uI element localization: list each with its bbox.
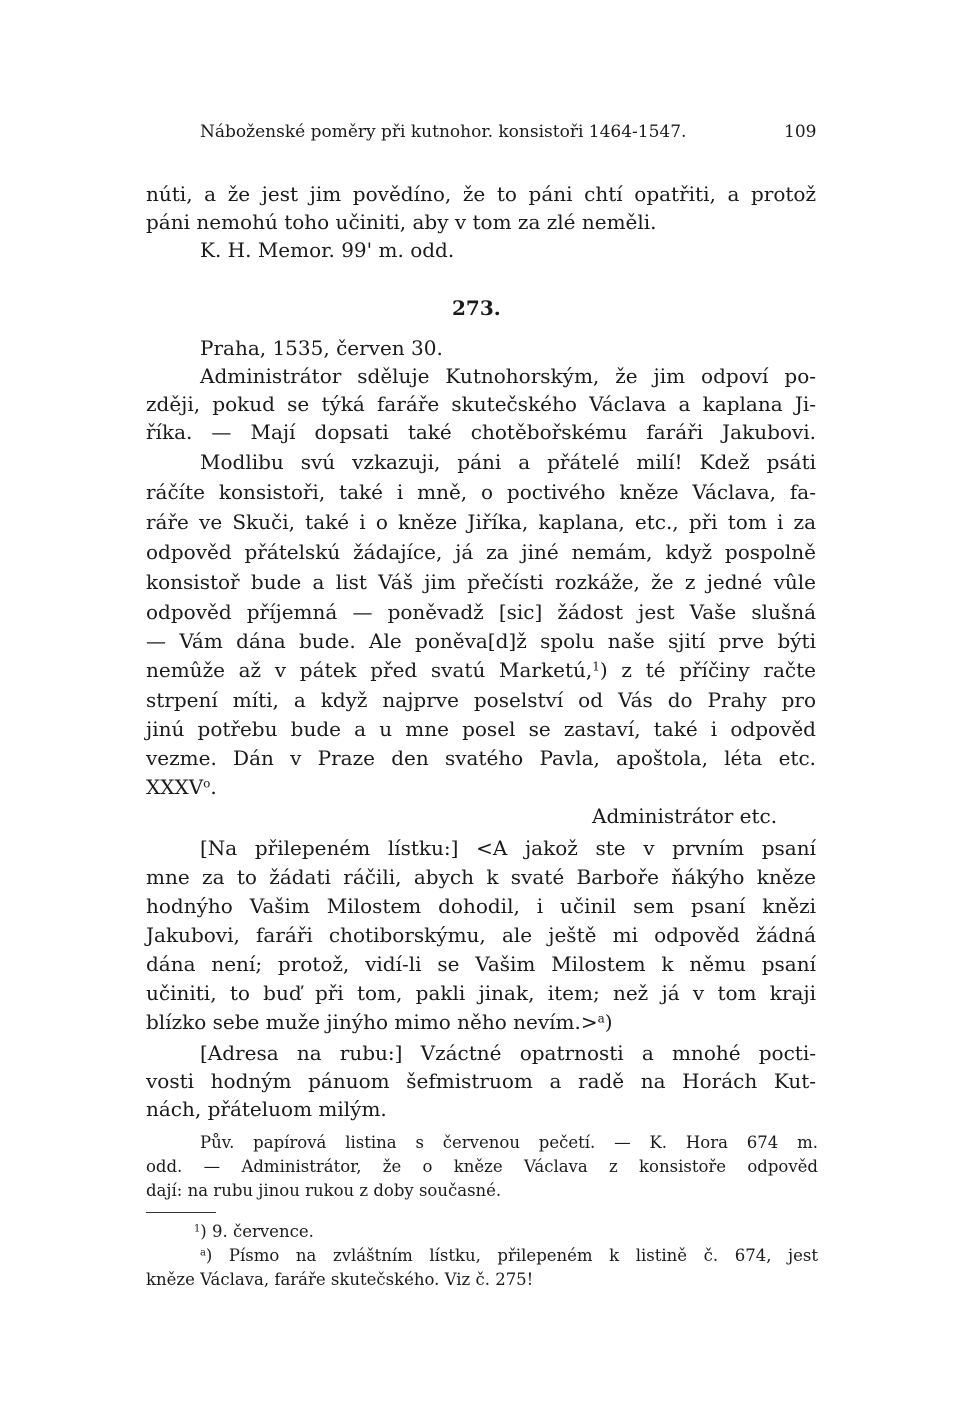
letter-text-line: strpení míti, a když najprve poselství od Vás do Prahy pro	[146, 688, 816, 712]
letter-text-line: odpověd příjemná — poněvadž [sic] žádost jest Vaše slušná	[146, 600, 816, 624]
archival-reference: K. H. Memor. 99' m. odd.	[200, 238, 455, 262]
summary-line: říka. — Mají dopsati také chotěbořskému faráři Jakubovi.	[146, 420, 816, 444]
address-line: [Adresa na rubu:] Vzáctné opatrnosti a mnohé pocti-	[200, 1041, 816, 1065]
prev-text-line: núti, a že jest jim povědíno, že to páni chtí opatřiti, a protož	[146, 182, 816, 206]
summary-line: zději, pokud se týká faráře skutečského Václava a kaplana Ji-	[146, 392, 816, 416]
slip-text-line: dána není; protož, vidí-li se Vašim Milostem k němu psaní	[146, 952, 816, 976]
running-title: Náboženské poměry při kutnohor. konsistoři 1464-1547.	[200, 122, 687, 142]
year-text: XXXV	[146, 775, 204, 799]
letter-text-line: jinú potřebu bude a u mne posel se zastaví, také i odpověd	[146, 717, 816, 741]
letter-text-line: konsistoř bude a list Váš jim přečísti rozkáže, že z jedné vûle	[146, 570, 816, 594]
slip-text-line: Jakubovi, faráři chotiborskýmu, ale ještě mi odpověd žádná	[146, 923, 816, 947]
letter-text-line: odpověd přátelskú žádajíce, já za jiné nemám, když pospolně	[146, 540, 816, 564]
letter-text-line: vezme. Dán v Praze den svatého Pavla, apoštola, léta etc.	[146, 746, 816, 770]
footnote-ref: a	[597, 1011, 605, 1026]
slip-text-line: [Na přilepeném lístku:] <A jakož ste v prvním psaní	[200, 836, 816, 860]
signature: Administrátor etc.	[592, 804, 778, 828]
letter-text-line: ráře ve Skuči, také i o kněze Jiříka, kaplana, etc., při tom i za	[146, 510, 816, 534]
footnote-1	[194, 1222, 314, 1242]
letter-text-line: Modlibu svú vzkazuji, páni a přátelé milí! Kdež psáti	[200, 450, 816, 474]
letter-text-line: ráčíte konsistoři, také i mně, o poctivého kněze Václava, fa-	[146, 480, 816, 504]
address-line: nách, přáteluom milým.	[146, 1097, 387, 1121]
letter-text: ) z té příčiny račte	[599, 658, 816, 682]
prev-text-line: páni nemohú toho učiniti, aby v tom za zlé neměli.	[146, 210, 657, 234]
year-superscript: o	[203, 776, 211, 791]
footnote-text: ) Písmo na zvláštním lístku, přilepeném k listině č. 674, jest	[205, 1246, 818, 1265]
letter-text-line	[146, 658, 816, 682]
slip-text: blízko sebe muže jinýho mimo něho nevím.>	[146, 1010, 598, 1034]
footnote-text: ) 9. července.	[200, 1222, 314, 1241]
footnote-a	[200, 1246, 818, 1266]
slip-text: )	[604, 1010, 613, 1034]
footnote-mark: 1	[194, 1223, 201, 1235]
footnote-a-continued: kněze Václava, faráře skutečského. Viz č. 275!	[146, 1270, 534, 1289]
footnote-mark: a	[200, 1247, 206, 1259]
year-end: .	[210, 775, 217, 799]
address-line: vosti hodným pánuom šefmistruom a radě na Horách Kut-	[146, 1069, 816, 1093]
source-note-line: dají: na rubu jinou rukou z doby současné.	[146, 1181, 502, 1200]
document-number: 273.	[452, 296, 501, 320]
footnote-ref: 1	[592, 659, 600, 674]
page-number: 109	[784, 122, 817, 142]
slip-text-line: hodnýho Vašim Milostem dohodil, i učinil sem psaní knězi	[146, 894, 816, 918]
slip-text-line: učiniti, to buď při tom, pakli jinak, item; než já v tom kraji	[146, 981, 816, 1005]
summary-line: Administrátor sděluje Kutnohorským, že jim odpoví po-	[200, 364, 816, 388]
footnote-rule	[146, 1212, 216, 1213]
letter-text-line: — Vám dána bude. Ale poněva[d]ž spolu naše sjití prve býti	[146, 629, 816, 653]
place-date: Praha, 1535, červen 30.	[200, 336, 443, 360]
slip-text-line	[146, 1010, 613, 1034]
letter-year	[146, 775, 217, 799]
source-note-line: Pův. papírová listina s červenou pečetí. — K. Hora 674 m.	[200, 1133, 818, 1152]
slip-text-line: mne za to žádati ráčili, abych k svaté Barboře ňákýho kněze	[146, 865, 816, 889]
source-note-line: odd. — Administrátor, že o kněze Václava z konsistoře odpověd	[146, 1157, 818, 1176]
letter-text: nemûže až v pátek před svatú Marketú,	[146, 658, 593, 682]
